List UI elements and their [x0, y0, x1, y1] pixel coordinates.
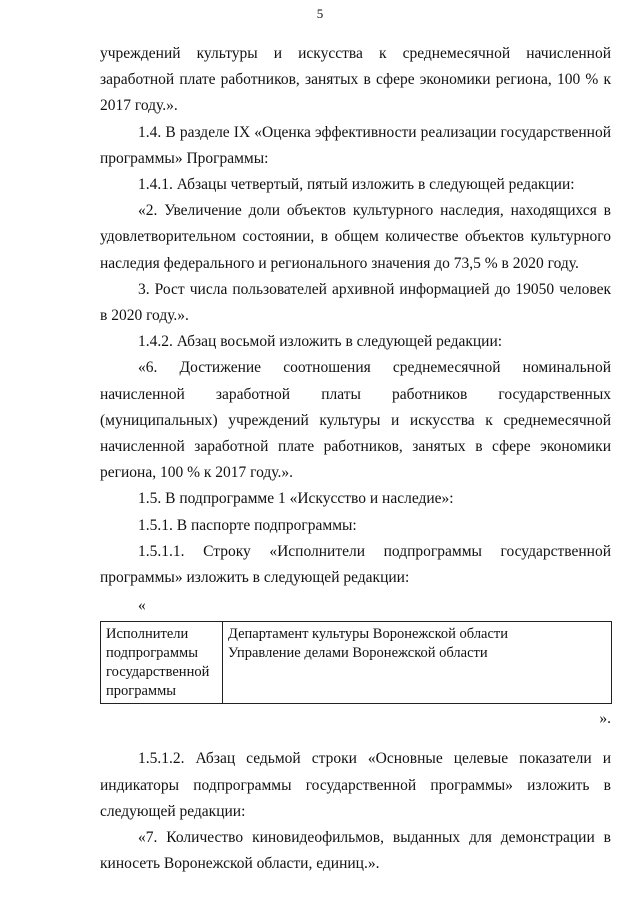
paragraph-item-7: «7. Количество киновидеофильмов, выданных для демонстрации в киносеть Воронежской области, единиц.». — [100, 829, 611, 873]
table-value-line: Департамент культуры Воронежской области — [228, 626, 509, 643]
paragraph-1-5-1-1: 1.5.1.1. Строку «Исполнители подпрограммы государственной программы» изложить в следующей редакции: — [100, 542, 611, 587]
paragraph-1-5: 1.5. В подпрограмме 1 «Искусство и наследие»: — [138, 490, 454, 508]
table-row — [101, 622, 612, 704]
paragraph-1-4-1: 1.4.1. Абзацы четвертый, пятый изложить в следующей редакции: — [138, 176, 575, 194]
page-number: 5 — [316, 6, 324, 21]
opening-quote: « — [138, 597, 146, 615]
paragraph-item-3: 3. Рост числа пользователей архивной информацией до 19050 человек в 2020 году.». — [100, 280, 611, 325]
paragraph-1-5-1: 1.5.1. В паспорте подпрограммы: — [138, 516, 357, 534]
paragraph-continuation: учреждений культуры и искусства к среднемесячной начисленной заработной плате работников, занятых в сфере экономики региона, 100 % к 2017 году.». — [100, 45, 611, 115]
paragraph-item-2: «2. Увеличение доли объектов культурного наследия, находящихся в удовлетворительном состоянии, в общем количестве объектов культурного наследия федерального и регионального значения до 73,5 % в 2020 году. — [100, 202, 611, 272]
paragraph-item-6: «6. Достижение соотношения среднемесячной номинальной начисленной заработной платы работников государственных (муниципальных) учреждений культуры и искусства к среднемесячной начисленной заработной плате работников, занятых в сфере экономики региона, 100 % к 2017 году.». — [100, 359, 611, 482]
executors-table — [100, 621, 612, 704]
paragraph-1-5-1-2: 1.5.1.2. Абзац седьмой строки «Основные целевые показатели и индикаторы подпрограммы государственной программы» изложить в следующей редакции: — [100, 750, 611, 820]
table-value-cell — [223, 622, 612, 704]
paragraph-1-4-2: 1.4.2. Абзац восьмой изложить в следующей редакции: — [138, 333, 503, 351]
paragraph-1-4: 1.4. В разделе IX «Оценка эффективности реализации государственной программы» Программы: — [100, 123, 611, 167]
document-body — [100, 41, 611, 877]
table-label-cell: Исполнители подпрограммы государственной программы — [101, 622, 223, 704]
table-value-line: Управление делами Воронежской области — [228, 645, 488, 662]
closing-quote: ». — [599, 710, 611, 728]
